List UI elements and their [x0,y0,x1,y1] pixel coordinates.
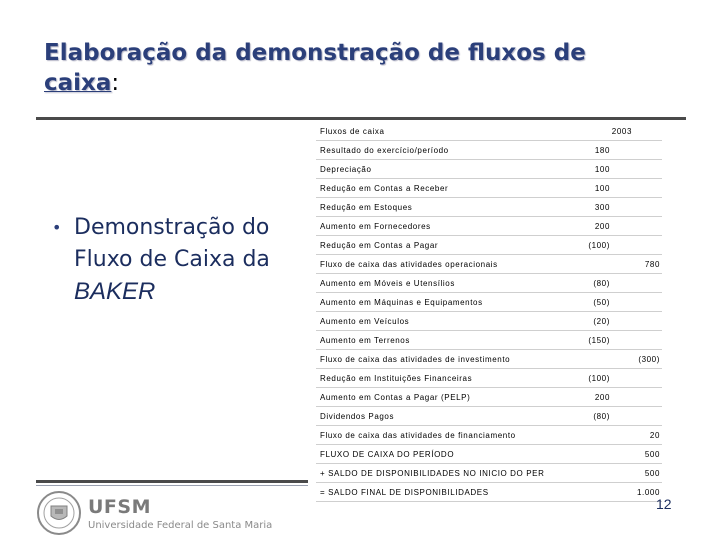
footer-divider-thin [36,485,308,486]
slide-title [44,38,684,98]
title-line-2: caixa [44,70,112,96]
title-line-1: Elaboração da demonstração de fluxos de [44,40,586,66]
row-value-subtotal: 500 [644,469,660,478]
row-value-detail: 300 [594,203,610,212]
row-value-detail: (100) [588,374,610,383]
table-row [316,407,662,426]
row-value-detail: 100 [594,165,610,174]
row-value-subtotal: 780 [644,260,660,269]
title-divider [36,117,686,120]
row-label: Fluxo de caixa das atividades de investimento [320,355,511,364]
table-row [316,198,662,217]
table-row [316,274,662,293]
table-header-year: 2003 [611,127,632,136]
row-label: Aumento em Móveis e Utensílios [320,279,455,288]
table-row [316,160,662,179]
row-value-detail: (80) [593,412,610,421]
row-value-detail: 200 [594,393,610,402]
footer-divider [36,480,308,483]
row-value-subtotal: 1.000 [636,488,660,497]
table-header-label: Fluxos de caixa [320,127,385,136]
table-row [316,426,662,445]
row-label: Aumento em Veículos [320,317,410,326]
row-label: Redução em Contas a Receber [320,184,449,193]
bullet-point [52,212,302,309]
table-row [316,179,662,198]
table-row [316,293,662,312]
row-label: Resultado do exercício/período [320,146,449,155]
row-value-detail: 100 [594,184,610,193]
row-label: Aumento em Terrenos [320,336,410,345]
title-colon: : [111,70,120,96]
table-header-row [316,122,662,141]
university-seal-icon [36,490,82,536]
row-value-subtotal: 500 [644,450,660,459]
row-label: Redução em Estoques [320,203,413,212]
table-row [316,141,662,160]
row-label: Dividendos Pagos [320,412,395,421]
bullet-line-2: Fluxo de Caixa da [74,247,270,272]
page-number: 12 [656,496,672,512]
cash-flow-table [316,122,662,502]
table-row [316,312,662,331]
row-label: Aumento em Contas a Pagar (PELP) [320,393,471,402]
row-value-subtotal: (300) [638,355,660,364]
table-row [316,255,662,274]
table-row [316,369,662,388]
table-row [316,331,662,350]
table-row [316,445,662,464]
ufsm-logo [36,490,276,538]
row-label: Redução em Instituições Financeiras [320,374,473,383]
row-value-detail: (50) [593,298,610,307]
bullet-dot-icon: • [52,218,62,237]
table-row [316,217,662,236]
bullet-text [52,212,302,309]
row-value-detail: (20) [593,317,610,326]
table-row [316,483,662,502]
table-body [316,141,662,502]
row-value-subtotal: 20 [649,431,660,440]
logo-full-name: Universidade Federal de Santa Maria [88,520,273,531]
row-label: Aumento em Fornecedores [320,222,431,231]
row-value-detail: (100) [588,241,610,250]
table-row [316,350,662,369]
row-value-detail: (150) [588,336,610,345]
row-value-detail: (80) [593,279,610,288]
row-label: Redução em Contas a Pagar [320,241,439,250]
row-label: Aumento em Máquinas e Equipamentos [320,298,483,307]
table-row [316,388,662,407]
row-label: = SALDO FINAL DE DISPONIBILIDADES [320,488,489,497]
table-row [316,464,662,483]
row-value-detail: 200 [594,222,610,231]
table-row [316,236,662,255]
row-label: + SALDO DE DISPONIBILIDADES NO INICIO DO PER [320,469,545,478]
row-label: Fluxo de caixa das atividades operacionais [320,260,498,269]
logo-acronym: UFSM [88,496,151,518]
bullet-line-1: Demonstração do [74,215,270,240]
bullet-line-3: BAKER [74,278,156,305]
row-value-detail: 180 [594,146,610,155]
row-label: Depreciação [320,165,372,174]
row-label: Fluxo de caixa das atividades de financiamento [320,431,516,440]
row-label: FLUXO DE CAIXA DO PERÍODO [320,450,455,459]
